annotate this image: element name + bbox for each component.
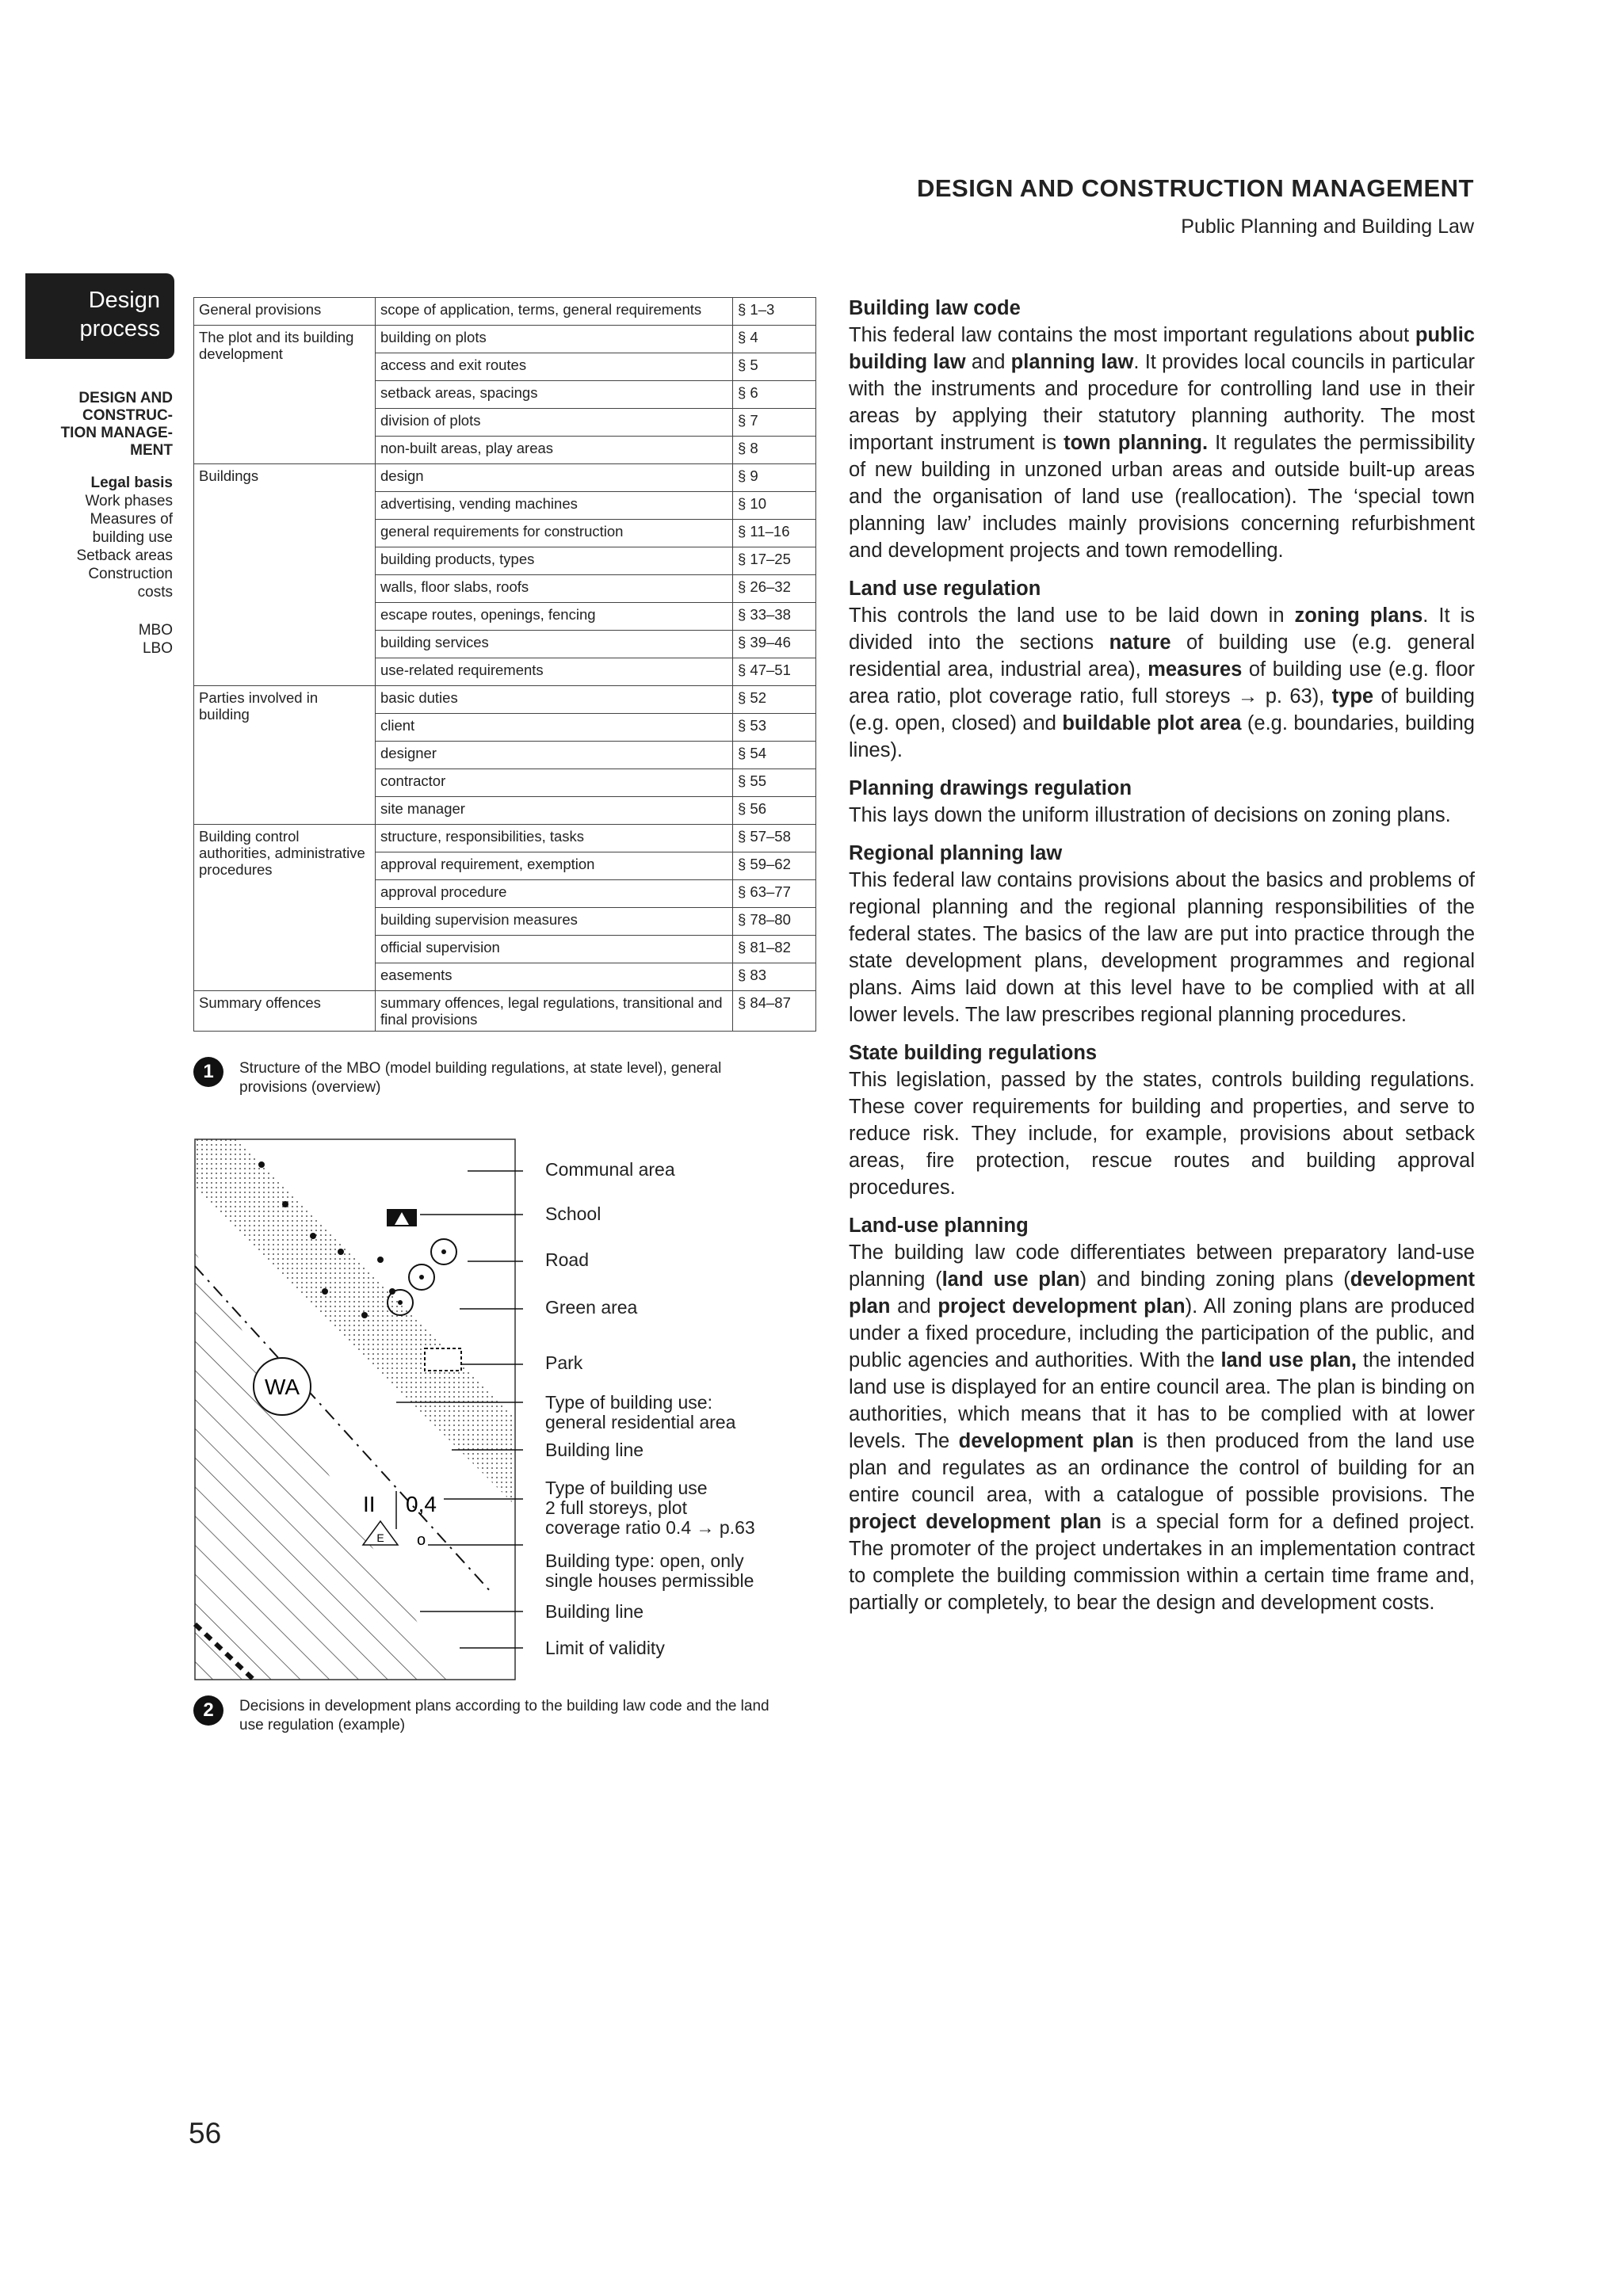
label-type-of-use: Type of building use: general residential area <box>545 1392 736 1432</box>
heading-state-building-regulations: State building regulations <box>849 1042 1098 1064</box>
table-topic-cell: summary offences, legal regulations, transitional and final provisions <box>376 991 733 1032</box>
table-section-cell: § 78–80 <box>733 908 816 936</box>
figure-caption-1: Structure of the MBO (model building regulations, at state level), general provisions (overview) <box>239 1060 722 1096</box>
table-section-cell: § 4 <box>733 326 816 353</box>
table-section-cell: § 84–87 <box>733 991 816 1032</box>
table-topic-cell: general requirements for construction <box>376 520 733 547</box>
sidebar-item-legal-basis[interactable]: Legal basis <box>90 475 173 491</box>
table-topic-cell: designer <box>376 742 733 769</box>
para-planning-drawings: This lays down the uniform illustration of decisions on zoning plans. <box>849 804 1451 826</box>
label-building-line-1: Building line <box>545 1440 644 1460</box>
table-category-cell: Buildings <box>194 464 376 686</box>
e-mark: E <box>376 1531 384 1544</box>
sidebar-item-construction-2[interactable]: costs <box>137 584 173 601</box>
table-topic-cell: building on plots <box>376 326 733 353</box>
table-category-cell: Parties involved in building <box>194 686 376 825</box>
sidebar-section-title: DESIGN AND CONSTRUC- TION MANAGE- MENT <box>60 390 173 459</box>
table-topic-cell: approval requirement, exemption <box>376 852 733 880</box>
page-header-title: DESIGN AND CONSTRUCTION MANAGEMENT <box>916 174 1474 202</box>
heading-building-law-code: Building law code <box>849 297 1021 319</box>
table-topic-cell: easements <box>376 963 733 991</box>
table-topic-cell: use-related requirements <box>376 658 733 686</box>
table-section-cell: § 63–77 <box>733 880 816 908</box>
table-topic-cell: contractor <box>376 769 733 797</box>
body-text-column <box>849 295 1475 1627</box>
figure-number-2: 2 <box>193 1695 223 1726</box>
table-topic-cell: client <box>376 714 733 742</box>
table-topic-cell: basic duties <box>376 686 733 714</box>
table-section-cell: § 39–46 <box>733 631 816 658</box>
table-section-cell: § 54 <box>733 742 816 769</box>
table-topic-cell: structure, responsibilities, tasks <box>376 825 733 852</box>
heading-land-use-regulation: Land use regulation <box>849 578 1041 600</box>
table-section-cell: § 56 <box>733 797 816 825</box>
table-section-cell: § 57–58 <box>733 825 816 852</box>
table-section-cell: § 1–3 <box>733 298 816 326</box>
table-section-cell: § 8 <box>733 437 816 464</box>
table-section-cell: § 9 <box>733 464 816 492</box>
table-section-cell: § 33–38 <box>733 603 816 631</box>
table-section-cell: § 11–16 <box>733 520 816 547</box>
label-school: School <box>545 1203 601 1224</box>
heading-planning-drawings: Planning drawings regulation <box>849 777 1132 799</box>
table-section-cell: § 59–62 <box>733 852 816 880</box>
table-topic-cell: building services <box>376 631 733 658</box>
label-park: Park <box>545 1352 583 1373</box>
label-building-line-2: Building line <box>545 1601 644 1622</box>
sidebar-item-measures-1[interactable]: Measures of <box>90 511 173 528</box>
table-topic-cell: access and exit routes <box>376 353 733 381</box>
development-plan-diagram <box>190 1133 840 1688</box>
chapter-tab-label: Design process <box>79 288 160 341</box>
table-section-cell: § 7 <box>733 409 816 437</box>
table-topic-cell: setback areas, spacings <box>376 381 733 409</box>
table-topic-cell: advertising, vending machines <box>376 492 733 520</box>
table-section-cell: § 81–82 <box>733 936 816 963</box>
para-building-law-code: This federal law contains the most important regulations about public building law and planning law. It provides local councils in particular with the instruments and procedure for controlling land use in their areas by applying their statutory planning authority. The most important instrument is town planning. It regulates the permissibility of new building in unzoned urban areas and outside built-up areas and the organisation of land use (reallocation). The ‘special town planning law’ includes mainly provisions concerning refurbishment and development projects and town remodelling. <box>849 324 1476 562</box>
table-row <box>194 686 816 714</box>
table-topic-cell: site manager <box>376 797 733 825</box>
table-category-cell: Building control authorities, administrative procedures <box>194 825 376 991</box>
table-category-cell: The plot and its building development <box>194 326 376 464</box>
table-section-cell: § 6 <box>733 381 816 409</box>
table-topic-cell: building supervision measures <box>376 908 733 936</box>
storeys-mark: II <box>363 1492 376 1516</box>
sidebar-code-mbo[interactable]: MBO <box>138 622 173 639</box>
table-section-cell: § 53 <box>733 714 816 742</box>
para-land-use-regulation: This controls the land use to be laid down in zoning plans. It is divided into the sections nature of building use (e.g. general residential area, industrial area), measures of building use (e.g. floor area ratio, plot coverage ratio, full storeys → p. 63), type of building (e.g. open, closed) and buildable plot area (e.g. boundaries, building lines). <box>849 605 1476 761</box>
table-row <box>194 298 816 326</box>
table-section-cell: § 83 <box>733 963 816 991</box>
sidebar-topic-list <box>32 474 173 601</box>
chapter-tab[interactable] <box>25 273 174 359</box>
plan-drawing <box>190 1133 523 1688</box>
table-topic-cell: non-built areas, play areas <box>376 437 733 464</box>
table-section-cell: § 10 <box>733 492 816 520</box>
table-section-cell: § 47–51 <box>733 658 816 686</box>
sidebar-code-lbo[interactable]: LBO <box>142 640 173 657</box>
table-row <box>194 991 816 1032</box>
table-section-cell: § 52 <box>733 686 816 714</box>
label-limit-of-validity: Limit of validity <box>545 1638 665 1658</box>
para-state-building-regulations: This legislation, passed by the states, controls building regulations. These cover requirements for building and properties, and serve to reduce risk. They include, for example, provisions about setback areas, fire protection, rescue routes and building approval procedures. <box>849 1069 1475 1199</box>
wa-label: WA <box>264 1375 300 1399</box>
figure-number-1: 1 <box>193 1057 223 1087</box>
sidebar-codes <box>32 621 173 658</box>
table-row <box>194 464 816 492</box>
page-number: 56 <box>189 2117 222 2149</box>
o-mark: o <box>417 1531 426 1549</box>
table-topic-cell: approval procedure <box>376 880 733 908</box>
label-green-area: Green area <box>545 1297 638 1318</box>
table-topic-cell: scope of application, terms, general requirements <box>376 298 733 326</box>
ratio-mark: 0,4 <box>406 1492 437 1516</box>
figure-caption-2: Decisions in development plans according to the building law code and the land use regulation (example) <box>239 1698 769 1733</box>
table-section-cell: § 17–25 <box>733 547 816 575</box>
table-topic-cell: escape routes, openings, fencing <box>376 603 733 631</box>
table-row <box>194 825 816 852</box>
label-road: Road <box>545 1249 589 1270</box>
table-category-cell: General provisions <box>194 298 376 326</box>
label-building-type: Building type: open, only single houses permissible <box>545 1550 754 1591</box>
heading-land-use-planning: Land-use planning <box>849 1215 1029 1237</box>
table-topic-cell: official supervision <box>376 936 733 963</box>
mbo-structure-table <box>193 297 816 1032</box>
table-section-cell: § 55 <box>733 769 816 797</box>
table-topic-cell: walls, floor slabs, roofs <box>376 575 733 603</box>
table-section-cell: § 5 <box>733 353 816 381</box>
table-row <box>194 326 816 353</box>
table-category-cell: Summary offences <box>194 991 376 1032</box>
para-land-use-planning: The building law code differentiates between preparatory land-use planning (land use plan) and binding zoning plans (development plan and project development plan). All zoning plans are produced under a fixed procedure, including the participation of the public, and public agencies and authorities. With the land use plan, the intended land use is displayed for an entire council area. The plan is binding on authorities, which means that it has to be complied with at lower levels. The development plan is then produced from the land use plan and regulates as an ordinance the control of building for an entire council area, with a catalogue of possible provisions. The project development plan is a special form for a defined project. The promoter of the project undertakes in an implementation contract to complete the building commission within a certain time frame and, partially or completely, to bear the design and development costs. <box>849 1241 1476 1614</box>
sidebar-item-work-phases[interactable]: Work phases <box>85 493 173 509</box>
para-regional-planning: This federal law contains provisions about the basics and problems of regional planning and the regional planning responsibilities of the federal states. The basics of the law are put into practice through the state development plans, development programmes and regional plans. Aims laid down at this level have to be complied with at all lower levels. The law prescribes regional planning procedures. <box>849 869 1475 1026</box>
heading-regional-planning: Regional planning law <box>849 842 1063 864</box>
table-topic-cell: building products, types <box>376 547 733 575</box>
sidebar-item-measures-2[interactable]: building use <box>92 529 173 546</box>
table-section-cell: § 26–32 <box>733 575 816 603</box>
park-symbol <box>425 1348 461 1371</box>
label-communal-area: Communal area <box>545 1159 675 1180</box>
table-topic-cell: division of plots <box>376 409 733 437</box>
page-header-subtitle: Public Planning and Building Law <box>1181 215 1474 238</box>
sidebar-item-setback-areas[interactable]: Setback areas <box>76 547 173 564</box>
sidebar-item-construction-1[interactable]: Construction <box>88 566 173 582</box>
table-topic-cell: design <box>376 464 733 492</box>
label-storeys: Type of building use 2 full storeys, plot coverage ratio 0.4 → p.63 <box>545 1478 755 1538</box>
